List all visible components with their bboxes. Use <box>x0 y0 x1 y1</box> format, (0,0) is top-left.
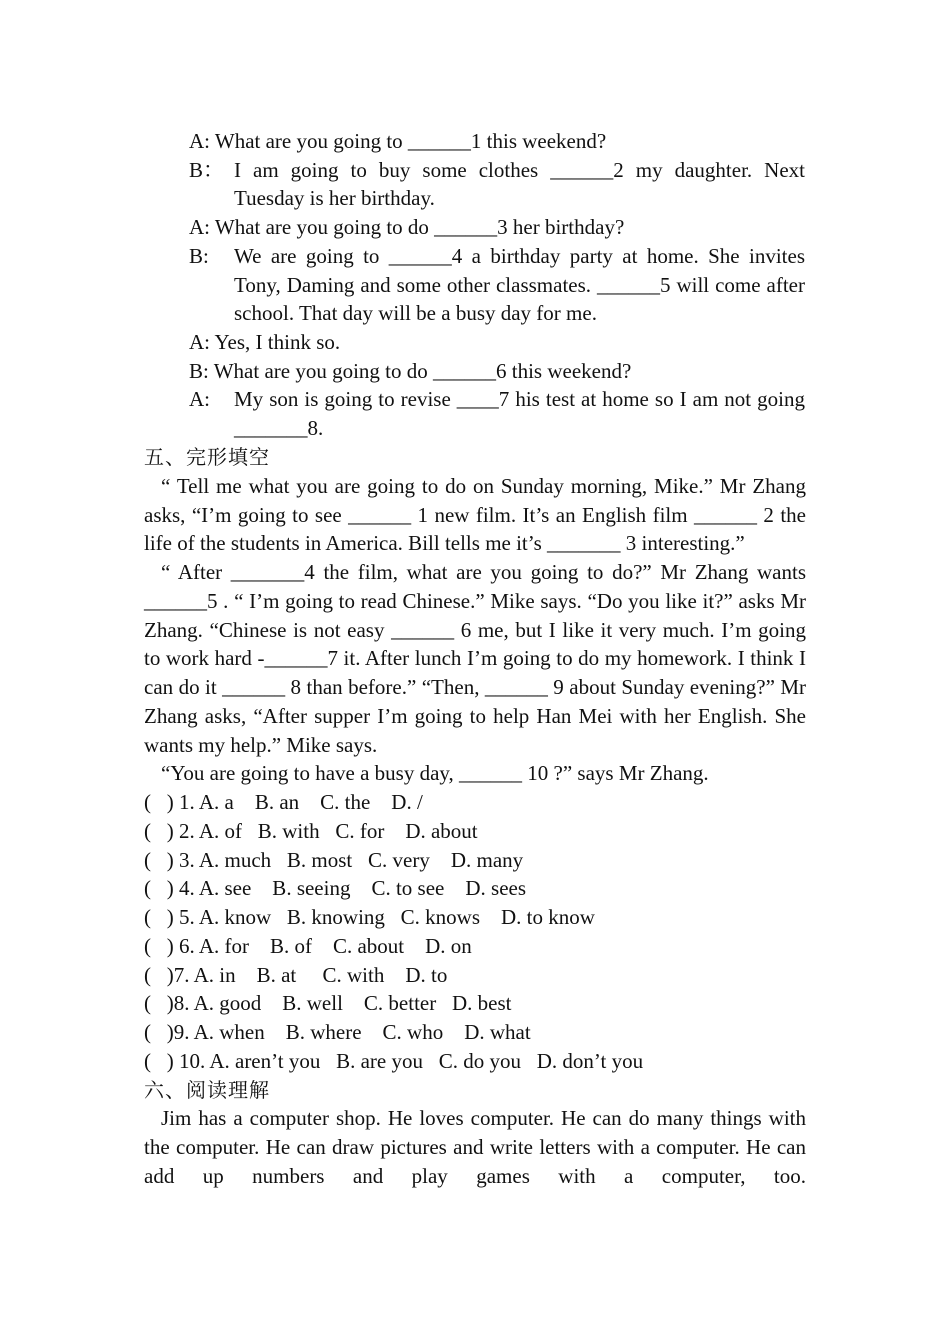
speaker-label: B: <box>189 243 209 268</box>
question-item: ( ) 3. A. much B. most C. very D. many <box>144 847 524 872</box>
dialogue-text: My son is going to revise ____7 his test at home so I am not going _______8. <box>234 387 805 441</box>
question-item: ( )9. A. when B. where C. who D. what <box>144 1020 531 1044</box>
section-6-heading: 六、阅读理解 <box>144 1077 270 1102</box>
question-item: ( ) 2. A. of B. with C. for D. about <box>144 818 478 843</box>
question-item: ( ) 10. A. aren’t you B. are you C. do you D. don’t you <box>144 1048 644 1073</box>
speaker-label: B： <box>189 157 225 182</box>
question-item: ( ) 6. A. for B. of C. about D. on <box>144 933 472 958</box>
dialogue-text: What are you going to ______1 this weekend? <box>214 129 607 153</box>
speaker-label: A: <box>189 387 210 412</box>
dialogue-text: What are you going to do ______6 this weekend? <box>213 358 632 383</box>
speaker-label: A: <box>189 129 210 153</box>
speaker-label: B: <box>189 358 209 383</box>
dialogue-text: What are you going to do ______3 her birthday? <box>214 215 625 240</box>
speaker-label: A: <box>189 215 210 240</box>
question-item: ( ) 4. A. see B. seeing C. to see D. sees <box>144 876 527 901</box>
speaker-label: A: <box>189 329 210 354</box>
cloze-paragraph-1: “ Tell me what you are going to do on Sunday morning, Mike.” Mr Zhang asks, “I’m going to see ______ 1 new film. It’s an English film ______ 2 the life of the students in America. Bill tells me it’s _______ 3 interesting.” <box>144 473 806 556</box>
dialogue-line-2 <box>189 156 805 213</box>
question-list <box>144 788 806 1076</box>
dialogue-text: Yes, I think so. <box>214 329 341 354</box>
question-item: ( )7. A. in B. at C. with D. to <box>144 962 448 987</box>
reading-paragraph-1: Jim has a computer shop. He loves computer. He can do many things with the computer. He can draw pictures and write letters with a computer. He can add up numbers and play games with a computer, too. <box>144 1106 806 1188</box>
question-item: ( ) 1. A. a B. an C. the D. / <box>144 790 423 814</box>
dialogue-line-7 <box>189 385 805 442</box>
cloze-paragraph-2: “ After _______4 the film, what are you going to do?” Mr Zhang wants ______5 . “ I’m going to read Chinese.” Mike says. “Do you like it?” asks Mr Zhang. “Chinese is not easy ______ 6 me, but I like it very much. I’m going to work hard -______7 it. After lunch I’m going to do my homework. I think I can do it ______ 8 than before.” “Then, ______ 9 about Sunday evening?” Mr Zhang asks, “After supper I’m going to help Han Mei with her English. She wants my help.” Mike says. <box>144 560 806 757</box>
cloze-paragraph-3: “You are going to have a busy day, ______ 10 ?” says Mr Zhang. <box>161 761 709 786</box>
dialogue <box>189 127 805 443</box>
section-5 <box>144 443 806 1191</box>
dialogue-line-5 <box>189 328 805 357</box>
question-item: ( ) 5. A. know B. knowing C. knows D. to know <box>144 905 595 929</box>
dialogue-line-4 <box>189 242 805 328</box>
dialogue-text: We are going to ______4 a birthday party at home. She invites Tony, Daming and some other classmates. ______5 will come after school. That day will be a busy day for me. <box>234 243 805 326</box>
section-5-heading: 五、完形填空 <box>144 445 270 469</box>
dialogue-text: I am going to buy some clothes ______2 my daughter. Next Tuesday is her birthday. <box>234 157 805 211</box>
dialogue-line-3 <box>189 213 805 242</box>
dialogue-line-1 <box>189 127 805 156</box>
question-item: ( )8. A. good B. well C. better D. best <box>144 991 512 1016</box>
dialogue-line-6 <box>189 357 805 386</box>
